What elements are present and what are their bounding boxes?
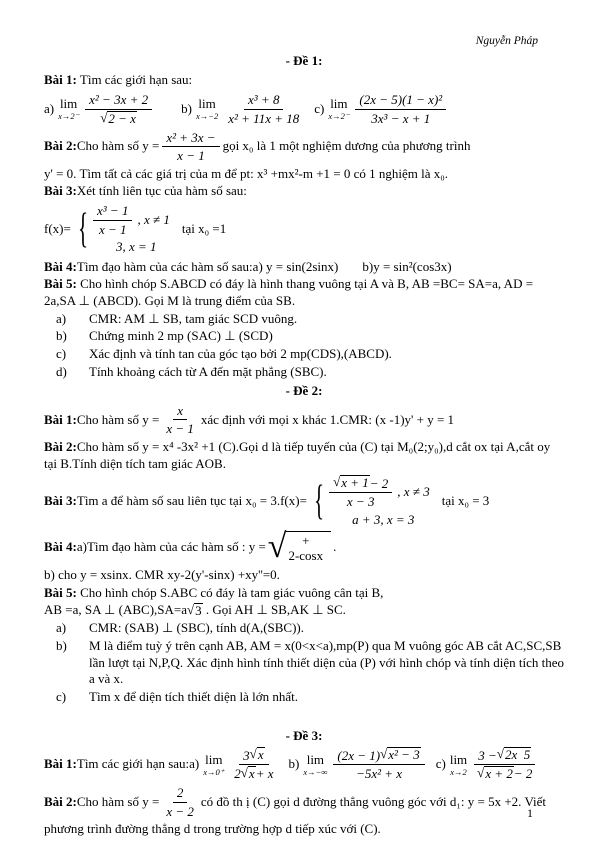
case-row bbox=[326, 475, 430, 510]
bai-text: Cho hàm số y = x⁴ -3x² +1 (C).Gọi d là tiếp tuyến của (C) tại M₀(2;y₀),d cắt ox tại A,cắt oy tại B.Tính diện tích tam giác AOB. bbox=[44, 438, 551, 471]
list-item bbox=[56, 311, 564, 328]
bai-text: Cho hình chóp S.ABCD có đáy là hình thang vuông tại A và B, AB =BC= SA=a, AD = 2a,SA ⊥ (ABCD). Gọi M là trung điểm của SB. bbox=[44, 276, 534, 308]
de1-bai1-limits bbox=[44, 92, 564, 127]
de3-title: - Đề 3: bbox=[285, 727, 323, 743]
bai-label: Bài 3: bbox=[44, 183, 77, 199]
de2-bai3-function bbox=[44, 475, 564, 528]
list-item bbox=[56, 689, 564, 706]
bai-label: Bài 4: bbox=[44, 258, 77, 274]
bai-label: Bài 3: bbox=[44, 493, 77, 509]
radical-sign: √ bbox=[100, 109, 108, 125]
case-row: a + 3, x = 3 bbox=[352, 511, 415, 527]
denominator-tail: − 2 bbox=[513, 766, 533, 782]
bai-text: AB =a, SA ⊥ (ABC),SA=a bbox=[44, 602, 187, 618]
lim-word: lim bbox=[205, 751, 223, 767]
de1-bai2-line2: y' = 0. Tìm tất cả các giá trị của m để pt: x³ +mx²-m +1 = 0 có 1 nghiệm là x₀. bbox=[44, 165, 449, 181]
numerator: + bbox=[302, 533, 310, 549]
item-marker: b) bbox=[56, 638, 67, 654]
fraction bbox=[224, 92, 303, 126]
bai-text: a)Tìm đạo hàm của các hàm số : y = bbox=[76, 539, 266, 555]
radical-sign: √ bbox=[249, 746, 257, 762]
bai-text: Cho hàm số y = bbox=[76, 138, 160, 154]
de2-bai5-line1 bbox=[44, 585, 564, 602]
numerator-head: 3 − bbox=[478, 747, 497, 763]
bai-text: Cho hàm số y = bbox=[76, 411, 160, 427]
case-row: 3, x = 1 bbox=[116, 239, 157, 255]
bai-text: có đồ th ị (C) gọi d đường thẳng vuông góc với d₁: y = 5x +2. Viết bbox=[200, 793, 547, 809]
de2-bai1-line bbox=[44, 403, 564, 437]
lim-word: lim bbox=[306, 751, 325, 767]
numerator-head: (2x − 1) bbox=[337, 747, 381, 763]
numerator: x bbox=[173, 403, 187, 421]
list-item bbox=[56, 346, 564, 363]
denominator: x − 3 bbox=[346, 494, 375, 510]
bai-text: Tìm a để hàm số sau liên tục tại x₀ = 3.f(x)= bbox=[76, 493, 307, 509]
fraction bbox=[162, 403, 198, 437]
item-text: M là điểm tuỳ ý trên cạnh AB, AM = x(0<x<a),mp(P) qua M vuông góc AB cắt AC,SC,SB lần lượt tại N,P,Q. Xác định hình tính thiết diện của (P) với hình chóp và tính diện tích theo a và x. bbox=[89, 638, 564, 687]
de1-bai1-heading bbox=[44, 72, 564, 89]
de2-bai5-list bbox=[56, 620, 564, 705]
sqrt-expression bbox=[380, 747, 421, 763]
radical-sign: √ bbox=[267, 528, 287, 566]
bai-text: . bbox=[333, 539, 337, 555]
de2-title: - Đề 2: bbox=[285, 383, 323, 399]
radicand: 2x 5 bbox=[504, 747, 531, 763]
fraction bbox=[473, 747, 536, 782]
limit-operator bbox=[303, 753, 327, 777]
denominator: x − 1 bbox=[166, 421, 194, 437]
sqrt-expression bbox=[250, 747, 265, 763]
item-prefix: b) bbox=[181, 100, 192, 116]
item-text: Xác định và tính tan của góc tạo bởi 2 mp(CDS),(ABCD). bbox=[89, 345, 392, 361]
sqrt-expression bbox=[267, 528, 331, 566]
fraction bbox=[230, 747, 277, 782]
at-point-text: tại x₀ = 3 bbox=[441, 493, 490, 509]
author-name: Nguyễn Pháp bbox=[475, 35, 538, 47]
numerator bbox=[474, 747, 535, 765]
numerator bbox=[333, 747, 424, 765]
de1-bai4-heading bbox=[44, 259, 564, 276]
radicand: x + 2 bbox=[485, 766, 513, 782]
bai-label: Bài 2: bbox=[44, 438, 77, 454]
de1-title: - Đề 1: bbox=[285, 52, 323, 68]
limit-operator bbox=[328, 97, 349, 121]
case-condition: , x ≠ 3 bbox=[397, 484, 430, 500]
numerator-tail: − 2 bbox=[369, 475, 389, 491]
sqrt-expression bbox=[187, 603, 203, 619]
bai-text: Tìm đạo hàm của các hàm số sau:a) y = sin(2sinx) bbox=[76, 258, 339, 274]
radicand: x bbox=[257, 747, 264, 763]
lim-word: lim bbox=[330, 96, 348, 112]
de1-bai3-function bbox=[44, 203, 564, 256]
list-item bbox=[56, 638, 564, 688]
radicand: x + 1 bbox=[341, 475, 369, 491]
piecewise-cases bbox=[73, 203, 170, 256]
case-rows bbox=[326, 475, 430, 528]
radicand: x bbox=[248, 766, 255, 782]
at-point-text: tại x₀ =1 bbox=[181, 221, 227, 237]
lim-subscript: x→0⁺ bbox=[203, 766, 225, 777]
radical-sign: √ bbox=[240, 765, 248, 781]
de2-bai5-line2 bbox=[44, 602, 564, 619]
sqrt-expression bbox=[497, 747, 531, 763]
lim-subscript: x→−∞ bbox=[303, 766, 328, 777]
denominator: 2-cosx bbox=[288, 548, 324, 564]
limit-operator bbox=[196, 97, 218, 121]
item-prefix: b) bbox=[288, 756, 300, 772]
lim-word: lim bbox=[198, 96, 216, 112]
item-text: Tính khoảng cách từ A đến mặt phẳng (SBC). bbox=[89, 363, 327, 379]
denominator: x − 1 bbox=[98, 221, 127, 237]
item-prefix: c) bbox=[435, 756, 446, 772]
denominator: x − 1 bbox=[177, 148, 205, 164]
bai-label: Bài 5: bbox=[44, 584, 77, 600]
left-brace: { bbox=[313, 478, 325, 525]
lim-subscript: x→2⁻ bbox=[328, 111, 350, 122]
piecewise-cases bbox=[309, 475, 430, 528]
radical-sign: √ bbox=[333, 474, 341, 490]
bai-text: gọi x₀ là 1 một nghiệm dương của phương trình bbox=[222, 138, 471, 154]
left-brace: { bbox=[77, 205, 88, 252]
numerator bbox=[329, 475, 392, 493]
denominator: x² + 11x + 18 bbox=[228, 110, 300, 126]
lim-subscript: x→2⁻ bbox=[58, 111, 80, 122]
item-text: CMR: (SAB) ⊥ (SBC), tính d(A,(SBC)). bbox=[89, 620, 305, 636]
denominator bbox=[473, 765, 536, 782]
item-marker: b) bbox=[56, 328, 67, 344]
numerator-head: 3 bbox=[243, 747, 250, 763]
item-marker: a) bbox=[56, 310, 67, 326]
bai-text: b)y = sin²(cos3x) bbox=[362, 258, 452, 274]
fraction bbox=[85, 92, 152, 127]
bai-text: Cho hình chóp S.ABC có đáy là tam giác vuông cân tại B, bbox=[76, 584, 384, 600]
numerator: x² − 3x + 2 bbox=[85, 92, 152, 110]
sqrt-expression bbox=[477, 766, 514, 782]
numerator: (2x − 5)(1 − x)² bbox=[355, 92, 446, 110]
list-item bbox=[56, 328, 564, 345]
de1-bai5-list bbox=[56, 311, 564, 381]
numerator: x² + 3x − bbox=[162, 130, 219, 148]
limit-operator bbox=[203, 753, 224, 777]
fraction bbox=[329, 475, 392, 510]
denominator bbox=[96, 110, 141, 127]
item-prefix: c) bbox=[314, 100, 325, 116]
radicand: 2 − x bbox=[108, 110, 136, 126]
de3-bai1-limits bbox=[44, 747, 564, 782]
case-condition: , x ≠ 1 bbox=[137, 211, 170, 227]
sqrt-expression bbox=[241, 766, 256, 782]
bai-text: Xét tính liên tục của hàm số sau: bbox=[76, 183, 247, 199]
fraction bbox=[333, 747, 424, 782]
item-marker: c) bbox=[56, 688, 67, 704]
bai-label: Bài 5: bbox=[44, 276, 77, 292]
radical-sign: √ bbox=[477, 765, 485, 781]
fraction bbox=[162, 130, 219, 164]
radicand bbox=[286, 531, 331, 564]
radicand: 3 bbox=[195, 603, 202, 619]
de2-bai2 bbox=[44, 439, 564, 472]
item-text: Chứng minh 2 mp (SAC) ⊥ (SCD) bbox=[89, 328, 273, 344]
list-item bbox=[56, 620, 564, 637]
fraction bbox=[162, 785, 198, 819]
radical-sign: √ bbox=[380, 746, 388, 762]
de1-bai2-line1 bbox=[44, 130, 564, 164]
radical-sign: √ bbox=[187, 602, 195, 618]
denominator: 3x³ − x + 1 bbox=[371, 110, 431, 126]
denominator-head: 2 bbox=[234, 766, 241, 782]
case-row bbox=[90, 203, 170, 237]
bai-label: Bài 1: bbox=[44, 756, 77, 772]
bai-text: . Gọi AH ⊥ SB,AK ⊥ SC. bbox=[202, 602, 346, 618]
item-marker: c) bbox=[56, 345, 67, 361]
page-number: 1 bbox=[527, 806, 533, 820]
denominator: −5x² + x bbox=[356, 766, 403, 782]
lim-subscript: x→2 bbox=[450, 766, 467, 777]
de2-bai4b: b) cho y = xsinx. CMR xy-2(y'-sinx) +xy''=0. bbox=[44, 567, 280, 583]
bai-label: Bài 1: bbox=[44, 411, 77, 427]
item-text: CMR: AM ⊥ SB, tam giác SCD vuông. bbox=[89, 310, 298, 326]
sqrt-expression bbox=[333, 475, 370, 491]
item-marker: d) bbox=[56, 363, 67, 379]
function-lhs: f(x)= bbox=[44, 221, 71, 237]
radical-sign: √ bbox=[496, 746, 504, 762]
denominator bbox=[230, 765, 277, 782]
bai-text: Cho hàm số y = bbox=[76, 793, 160, 809]
case-rows bbox=[90, 203, 170, 256]
radicand: x² − 3 bbox=[388, 747, 420, 763]
numerator: x³ − 1 bbox=[93, 203, 132, 221]
bai-text: Tìm các giới hạn sau: bbox=[76, 72, 193, 88]
de3-bai2-line1 bbox=[44, 785, 564, 819]
bai-label: Bài 4: bbox=[44, 539, 77, 555]
de2-bai4a bbox=[44, 528, 564, 566]
numerator: x³ + 8 bbox=[244, 92, 283, 110]
de1-bai5-heading bbox=[44, 276, 564, 309]
bai-label: Bài 1: bbox=[44, 72, 77, 88]
limit-operator bbox=[450, 753, 467, 777]
lim-word: lim bbox=[59, 96, 78, 112]
fraction bbox=[355, 92, 446, 126]
bai-text: xác định với mọi x khác 1.CMR: (x -1)y' + y = 1 bbox=[200, 411, 455, 427]
de3-bai2-line2: phương trình đường thẳng d trong trường hợp d tiếp xúc với (C). bbox=[44, 821, 381, 837]
lim-word: lim bbox=[449, 751, 468, 767]
item-text: Tìm x để diện tích thiết diện là lớn nhất. bbox=[89, 688, 299, 704]
stacked-fraction bbox=[288, 534, 323, 564]
bai-text: Tìm các giới hạn sau:a) bbox=[76, 756, 200, 772]
list-item bbox=[56, 364, 564, 381]
bai-label: Bài 2: bbox=[44, 793, 77, 809]
item-marker: a) bbox=[56, 620, 67, 636]
item-prefix: a) bbox=[44, 100, 55, 116]
bai-label: Bài 2: bbox=[44, 138, 77, 154]
numerator: 2 bbox=[173, 785, 188, 803]
denominator: x − 2 bbox=[166, 803, 194, 819]
lim-subscript: x→−2 bbox=[195, 111, 219, 122]
fraction bbox=[93, 203, 132, 237]
denominator-tail: + x bbox=[255, 766, 274, 782]
limit-operator bbox=[58, 97, 79, 121]
numerator bbox=[239, 747, 268, 765]
sqrt-expression bbox=[100, 111, 137, 127]
de1-bai3-heading bbox=[44, 183, 564, 200]
